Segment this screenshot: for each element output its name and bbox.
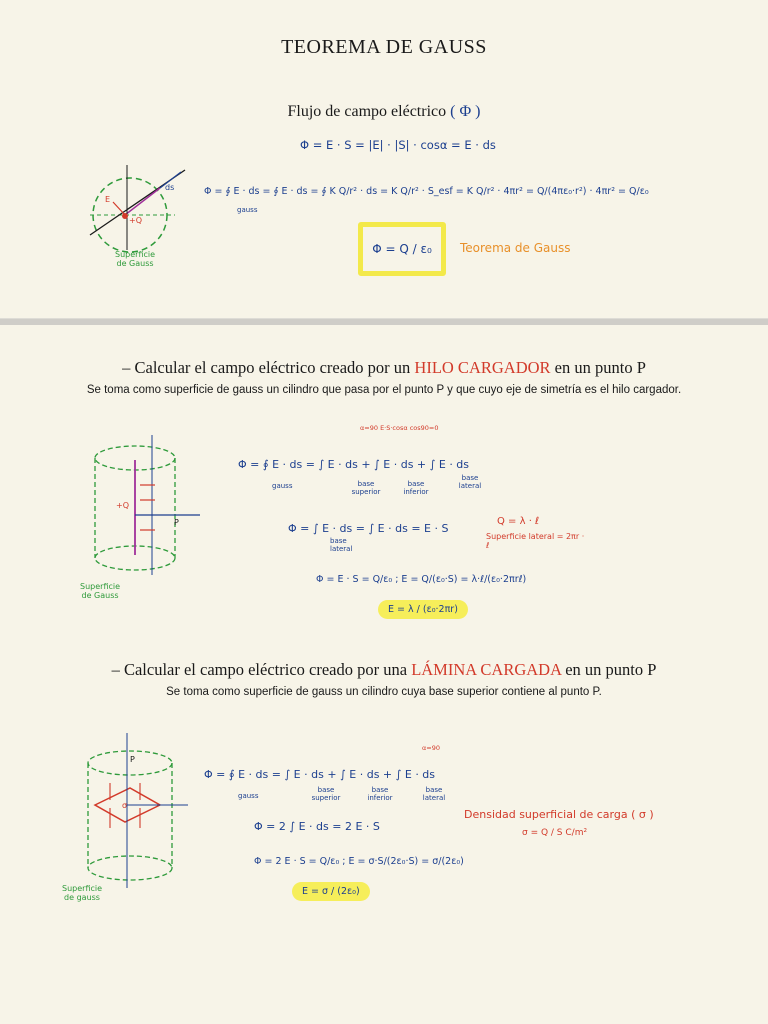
section3-eq1-sub-1: base superior	[311, 786, 341, 802]
section1-subtitle-symbol: ( Φ )	[450, 103, 481, 120]
section3-eq1-sub-3: base lateral	[422, 786, 446, 802]
wire-cylinder-diagram	[90, 430, 215, 590]
section3-heading-prefix: – Calcular el campo eléctrico creado por una	[111, 660, 408, 679]
diagram1-ds-label: ds	[165, 183, 175, 192]
section2-eq3: Φ = E · S = Q/ε₀ ; E = Q/(ε₀·S) = λ·ℓ/(ε₀·2πrℓ)	[316, 574, 527, 585]
cylinder3-bottom	[88, 856, 172, 880]
section2-eq2: Φ = ∫ E · ds = ∫ E · ds = E · S	[288, 522, 449, 535]
section2-eq1-sub-1: base superior	[351, 480, 381, 496]
radius-line	[125, 188, 160, 215]
section2-heading	[0, 358, 768, 378]
section2-eq1-sub-gauss: gauss	[272, 482, 293, 490]
section3-heading-suffix: en un punto P	[565, 660, 657, 679]
diagram1-gauss-label: Superficie de Gauss	[115, 250, 156, 268]
section2-eq1-sub-3: base lateral	[458, 474, 482, 490]
section3-eq1-note: α=90	[422, 744, 441, 752]
diagram3-sigma-label: σ	[122, 801, 128, 810]
charge-dot	[122, 213, 128, 219]
section2-heading-suffix: en un punto P	[554, 358, 646, 377]
section3-heading-accent: LÁMINA CARGADA	[411, 660, 562, 679]
section2-eq2-sub: base lateral	[330, 537, 353, 553]
section2-side-note1: Q = λ · ℓ	[497, 516, 540, 527]
section3-eq1-sub-gauss: gauss	[238, 792, 259, 800]
diagram1-q-label: +Q	[129, 216, 142, 225]
section1-eq-line2: Φ = ∮ E · ds = ∮ E · ds = ∮ K Q/r² · ds = K Q/r² · S_esf = K Q/r² · 4πr² = Q/(4πε₀·r²) · 4πr² = Q/ε₀	[204, 186, 649, 197]
section3-eq1-sub-2: base inferior	[367, 786, 393, 802]
diagram2-gauss-label: Superficie de Gauss	[80, 582, 121, 600]
diagram3-p-label: P	[130, 755, 135, 764]
diagram2-q-label: +Q	[116, 501, 129, 510]
diagram1-e-label: E	[105, 195, 111, 204]
diagram2-p-label: P	[174, 518, 179, 527]
section2-heading-prefix: – Calcular el campo eléctrico creado por un	[122, 358, 411, 377]
field-arrow	[113, 202, 125, 215]
section2-eq1: Φ = ∮ E · ds = ∫ E · ds + ∫ E · ds + ∫ E · ds	[238, 458, 470, 471]
diagram3-gauss-label: Superficie de gauss	[62, 884, 103, 902]
plate-cylinder-diagram	[80, 728, 200, 893]
section3-result: E = σ / (2ε₀)	[292, 882, 370, 901]
gauss-theorem-box	[358, 222, 446, 276]
section1-subtitle-text: Flujo de campo eléctrico	[287, 103, 447, 120]
section3-heading	[0, 660, 768, 680]
section2-heading-accent: HILO CARGADOR	[414, 358, 551, 377]
gauss-theorem-formula: Φ = Q / ε₀	[372, 242, 432, 256]
section1-eq-line2-sub: gauss	[237, 206, 258, 214]
section3-eq2: Φ = 2 ∫ E · ds = 2 E · S	[254, 820, 380, 833]
page-title: TEOREMA DE GAUSS	[281, 36, 487, 58]
section3-side-note2: σ = Q / S C/m²	[522, 828, 588, 838]
section2-side-note2: Superficie lateral = 2πr · ℓ	[486, 532, 585, 550]
section3-eq1: Φ = ∮ E · ds = ∫ E · ds + ∫ E · ds + ∫ E · ds	[204, 768, 436, 781]
section1-eq-line1: Φ = E · S = |E| · |S| · cosα = E · ds	[300, 138, 496, 152]
section3-side-note1: Densidad superficial de carga ( σ )	[464, 808, 654, 821]
section2-eq1-note: α=90 E·S·cosα cos90=0	[360, 424, 439, 432]
section1-subtitle	[0, 103, 768, 121]
section2-eq1-sub-2: base inferior	[403, 480, 429, 496]
section3-eq3: Φ = 2 E · S = Q/ε₀ ; E = σ·S/(2ε₀·S) = σ/(2ε₀)	[254, 856, 464, 867]
gauss-theorem-label: Teorema de Gauss	[460, 241, 571, 255]
section-separator	[0, 318, 768, 325]
section2-result: E = λ / (ε₀·2πr)	[378, 600, 468, 619]
section2-description: Se toma como superficie de gauss un cilindro que pasa por el punto P y que cuyo eje de simetría es el hilo cargador.	[86, 384, 682, 396]
section3-description: Se toma como superficie de gauss un cilindro cuya base superior contiene al punto P.	[166, 686, 602, 698]
